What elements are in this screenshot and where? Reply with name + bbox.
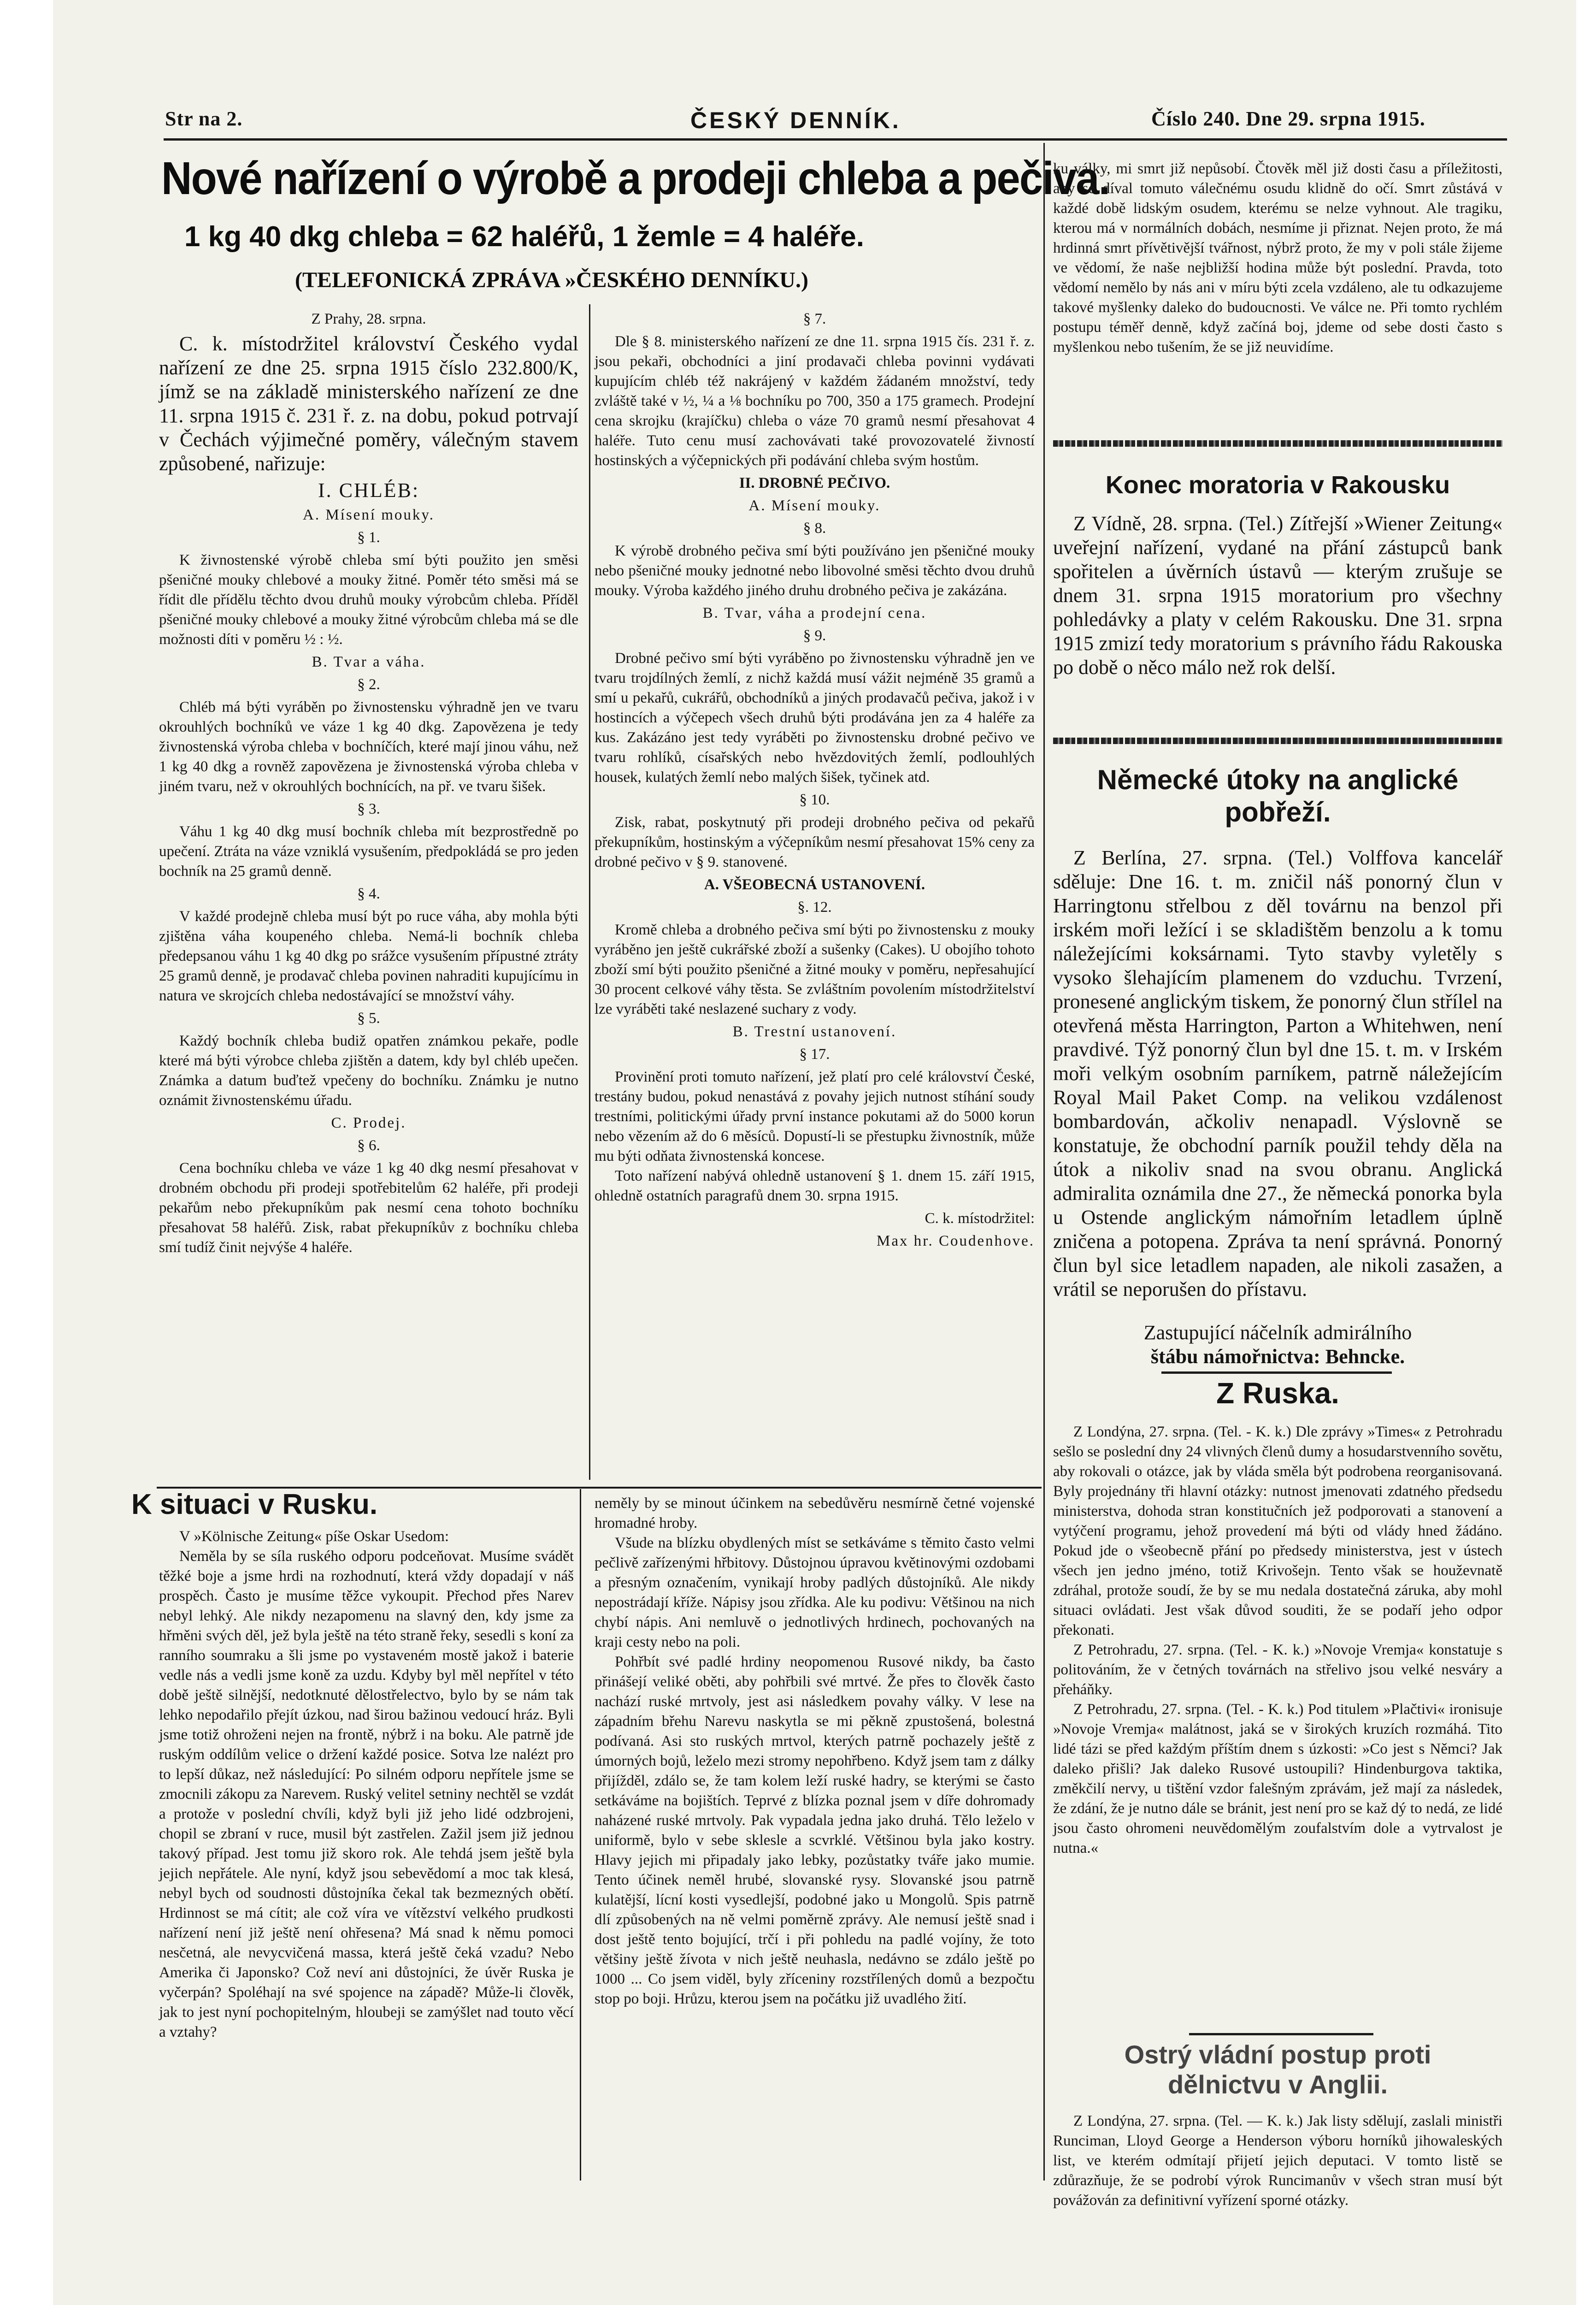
part-3-heading: A. VŠEOBECNÁ USTANOVENÍ. (704, 876, 925, 893)
paragraph-4: V každé prodejně chleba musí být po ruce váha, aby mohla býti zjištěna váha koupeného chleba. Nemá-li bochník chleba předepsanou váhu 1 kg 40 dkg po srážce vysušením přípustné ztráty 25 gramů denně, je prodavač chleba povinen nahraditi kupujícímu in natura ve skrojcích chleba nedostávající se množství váhy. (159, 908, 578, 1004)
russia-column-2 (595, 1494, 1035, 2181)
paragraph-2-heading: § 2. (357, 676, 380, 693)
wales-column (1053, 2111, 1502, 2209)
part-2-heading: II. DROBNÉ PEČIVO. (739, 475, 890, 491)
dash-divider-2 (1189, 2033, 1373, 2035)
paragraph-8-heading: § 8. (803, 520, 826, 537)
attacks-text: Z Berlína, 27. srpna. (Tel.) Volffova kancelář sděluje: Dne 16. t. m. zničil náš ponorný člun v Harringtonu střelbou z děl továrnu na benzol při irském moři ležící i se skladištěm benzolu a k tomu náležejícími koksárnami. Tyto stavby vyletěly s vysoko šlehajícím plamenem do vzduchu. Tvrzení, pronesené anglickým tiskem, že ponorný člun střílel na otevřená města Harrington, Parton a Whitehwen, není pravdivé. Týž ponorný člun byl dne 15. t. m. v Irském moři velkým osobním parníkem, patrně náležejícím Royal Mail Paket Comp. na velikou vzdálenost bombardován, ačkoliv nenapadl. Výslovně se konstatuje, že obchodní parník použil tehdy děla na útok a nikoliv snad na svou obranu. Anglická admiralita oznámila dne 27., že německá ponorka byla u Ostende anglickým námořním letadlem úplně zničena a potopena. Zpráva ta není správná. Ponorný člun byl sice letadlem napaden, ale nikoli zasažen, a vrátil se neporušen do přístavu. (1053, 846, 1502, 1300)
page-number: Str na 2. (165, 107, 243, 130)
paragraph-9: Drobné pečivo smí býti vyráběno po živnostensku výhradně jen ve tvaru trojdílných žemlí, z nichž každá musí vážit nejméně 35 gramů a smí u pekařů, cukrářů, obchodníků a jiných prodavačů pečiva, jakož i v hostincích a výčepech všech druhů býti prodávána jen za 4 haléře za kus. Zakázáno jest tedy vyráběti po živnostensku drobné pečivo ve tvaru rohlíků, císařských nebo hvězdovitých žemlí, podlouhlých housek, kulatých žemlí nebo malých šišek, tyčinek atd. (595, 650, 1035, 786)
russia-intro: V »Kölnische Zeitung« píše Oskar Usedom: (179, 1528, 449, 1545)
moratorium-column (1053, 512, 1502, 705)
ornament-divider-2 (1053, 738, 1502, 744)
part-2b-heading: B. Tvar, váha a prodejní cena. (702, 605, 927, 621)
lead-source: (TELEFONICKÁ ZPRÁVA »ČESKÉHO DENNÍKU.) (295, 268, 808, 292)
russia-paragraph-4: Pohřbít své padlé hrdiny neopomenou Rusové nikdy, ba často přinášejí veliké oběti, aby pohřbili své mrtvé. Že přes to člověk často nachází ruské mrtvoly, jest asi následkem povahy války. V lese na západním břehu Narevu naskytla se mi pěkně zpustošená, bolestná podívaná. Asi sto ruských mrtvol, kterých patrně pochazely ještě z úmorných bojů, leželo mezi stromy nepohřbeno. Když jsem tam z dálky přijížděl, zdálo se, že tam kolem leží ruské hadry, se kterými se často setkáváme na bojištích. Teprvé z blízka poznal jsem v díře dohromady naházené ruské mrtvoly. Pak vypadala jedna jako druhá. Tělo leželo v uniformě, bylo v sebe sklesle a scvrklé. Většinou byla jako kostry. Hlavy jejich mi připadaly jako lebky, pozůstatky tváře jako mumie. Tento účinek neměl hrubé, slovanské rysy. Slovanské jsou patrně kulatější, lícní kosti vysedlejší, podobné jako u Mongolů. Spis patrně dlí způsobených na ně velmi poměrně zprávy. Ale nemusí ještě snad i dost ještě tento bojující, trčí i při pohledu na padlé vojíny, že toto většiny ještě žívota v nich ještě neuhasla, nedávno se zdálo ještě po 1000 ... Co jsem viděl, byly zříceniny rozstřílených domů a bezpočtu stop po boji. Hrůzu, kterou jsem na počátku již uvadlého žití. (595, 1654, 1035, 2007)
russia-article-title: K situaci v Rusku. (131, 1489, 378, 1520)
part-1-heading: I. CHLÉB: (318, 479, 420, 502)
paragraph-5-heading: § 5. (357, 1010, 380, 1027)
paragraph-7: Dle § 8. ministerského nařízení ze dne 11. srpna 1915 čís. 231 ř. z. jsou pekaři, obchodníci a jiní prodavači chleba povinni vydávati kupujícím chléb též nakrájený v každém žádaném množství, tedy zvláště také v ½, ¼ a ⅛ bochníku po 700, 350 a 175 gramech. Prodejní cena skrojku (krajíčku) chleba o váze 70 gramů nesmí přesahovat 4 haléře. Tuto cenu musí zachovávati také provozovatelé živností hostinských a výčepnických při podávání chleba svým hostům. (595, 333, 1035, 469)
lead-headline: Nové nařízení o výrobě a prodeji chleba a pečiva. (161, 153, 1110, 204)
dash-divider-1 (1161, 1371, 1392, 1374)
wales-text: Z Londýna, 27. srpna. (Tel. — K. k.) Jak listy sdělují, zaslali ministři Runciman, Lloyd George a Henderson výboru horníků jihowaleských list, ve kterém odmítají přijetí jejich deputaci. V tomto listě se zdůrazňuje, že se podrobí výrok Runcimanův v všech stran musí být povážován za definitivní vyřízení sporné otázky. (1053, 2113, 1502, 2209)
column-rule-2 (1043, 143, 1045, 2181)
paragraph-9-heading: § 9. (803, 627, 826, 644)
russia-paragraph-3: Všude na blízku obydlených míst se setkáváme s těmito často velmi pečlivě zařízenými hřbitovy. Důstojnou úpravou květinovými ozdobami a přesným označením, vynikají hroby padlých důstojníků. Ale nikdy nepostrádají kříže. Nápisy jsou zřídka. Ale ku podivu: Většinou na nich chybí nápis. Ani nemluvě o jednotlivých hrdinech, pochovaných na kraji cesty nebo na poli. (595, 1535, 1035, 1650)
right-scan-margin (1576, 0, 1596, 2305)
lead-column-1 (159, 307, 578, 1484)
left-scan-margin (0, 0, 53, 2305)
attacks-title-line-1: Německé útoky na anglické (1097, 764, 1459, 795)
lead-subheadline: 1 kg 40 dkg chleba = 62 haléřů, 1 žemle = 4 haléře. (184, 221, 864, 253)
paragraph-1-heading: § 1. (357, 529, 380, 546)
from-russia-column (1053, 1422, 1502, 2024)
russia-paragraph-1: Neměla by se síla ruského odporu podceňovat. Musíme svádět těžké boje a jsme hrdi na rozhodnutí, která vždy dopadají v náš prospěch. Často je musíme těžce vykoupit. Přechod přes Narev nebyl lehký. Ale nikdy nezapomenu na slavný den, kdy jsme za hřměni svých děl, jež byla ještě na této straně řeky, sesedli s koní za ranního soumraku a šli jsme po vystaveném mostě jakož i baterie vedle nás a vedli jsme koně za uzdu. Kdyby byl měl nepřítel v této době ještě silnější, nedotknuté dělostřelectvo, bylo by se nám tak lehko nepodařilo přejít úzkou, nad širou bažinou vedoucí hráz. Byli jsme totiž ohroženi nejen na frontě, nýbrž i na boku. Ale patrně jde ruským oddílům velice o držení každé posice. Sotva lze nalézt pro to lepší důkaz, než následující: Po silném odporu nepřítele jsme se zmocnili zákopu za Narevem. Ruský velitel setniny nechtěl se vzdát a protože v poslední chvíli, když byli již jeho lidé odzbrojeni, chopil se zbraní v ruce, musil být zastřelen. Zažil jsem již jednou takový případ. Jest tomu již skoro rok. Ale tehdá jsem ještě byla jejich nepřátele. Ale nyní, když jsou sebevědomí a moc tak klesá, nebyl bych od soudnosti důstojníka čekal tak bezmezných obětí. Hrdinnost se má cítit; ale což víra ve vítězství velkého prudkosti nařízení není již ještě není ohřesena? Má snad k němu pomoci nesčetná, ale nevycvičená massa, která ještě čeká vzadu? Nebo Amerika či Japonsko? Což neví ani důstojníci, že úvěr Ruska je vyčerpán? Spoléhají na své spojence na západě? Může-li člověk, jak to jest nyní pochopitelným, hloubeji se zamýšlet nad touto věcí a vztahy? (159, 1548, 574, 2040)
paragraph-4-heading: § 4. (357, 886, 380, 902)
from-russia-paragraph-3: Z Petrohradu, 27. srpna. (Tel. - K. k.) Pod titulem »Plačtivi« ironisuje »Novoje Vremja« malátnost, jaká se v širokých kruzích rozmáhá. Tito lidé tázi se před každým příštím dnem s úzkosti: »Co jest s Němci? Jak daleko přišli? Jak daleko Rusové ustoupili? Hindenburgova taktika, změkčilí nervy, u tištění vzdor falešným zprávám, jež mají za následek, že zdání, že je nutno dále se bránit, jest není pro se kaž dý to nedá, ze lidé jsou často ohromeni neuvědomělým zoufalstvím dole a vytrvalost je nutna.« (1053, 1701, 1502, 1856)
lead-column-2 (595, 307, 1035, 1480)
lead-intro: C. k. místodržitel království Českého vydal nařízení ze dne 25. srpna 1915 číslo 232.800/K, jímž se na základě ministerského nařízení ze dne 11. srpna 1915 č. 231 ř. z. na dobu, pokud potrvají v Čechách výjimečné poměry, válečným stavem způsobené, nařizuje: (159, 332, 578, 475)
wales-title-line-1: Ostrý vládní postup proti (1124, 2040, 1431, 2069)
war-essay-ending (1053, 159, 1502, 431)
attacks-signature-line-2: štábu námořnictva: Behncke. (1150, 1345, 1405, 1368)
paragraph-8: K výrobě drobného pečiva smí býti používáno jen pšeničné mouky nebo pšeničné mouky jednotné nebo libovolné směsi těchto dvou druhů mouky. Výroba každého jiného druhu drobného pečiva je zakázána. (595, 543, 1035, 599)
attacks-signature (1053, 1321, 1502, 1371)
dateline: Z Prahy, 28. srpna. (311, 311, 426, 327)
ornament-divider-1 (1053, 440, 1502, 447)
wales-title-line-2: dělnictvu v Anglii. (1167, 2070, 1388, 2099)
column-rule-1 (589, 304, 590, 1480)
paragraph-12-heading: §. 12. (797, 899, 832, 916)
attacks-column (1053, 846, 1502, 1318)
paragraph-3: Váhu 1 kg 40 dkg musí bochník chleba mít bezprostředně po upečení. Ztráta na váze vzniklá vysušením, předpokládá se pro jeden bochník na 25 gramů denně. (159, 823, 578, 880)
paragraph-17-heading: § 17. (799, 1046, 830, 1063)
part-a-heading: A. Mísení mouky. (302, 507, 435, 523)
russia-paragraph-2: neměly by se minout účinkem na sebedůvěru nesmírně četné vojenské hromadné hroby. (595, 1495, 1035, 1531)
part-b-heading: B. Tvar a váha. (312, 654, 426, 670)
part-c-heading: C. Prodej. (331, 1115, 406, 1131)
paragraph-2: Chléb má býti vyráběn po živnostensku výhradně jen ve tvaru okrouhlých bochníků ve váze 1 kg 40 dkg. Zapovězena je tedy živnostenská výroba chleba v bochníčích, které mají jinou váhu, než 1 kg 40 dkg a rovněž zapovězena je živnostenská výroba chleba v jiném tvaru, než v okrouhlých bochnících, na př. ve tvaru šišek. (159, 699, 578, 795)
part-2a-heading: A. Mísení mouky. (748, 497, 881, 514)
paragraph-3-heading: § 3. (357, 801, 380, 817)
part-3b-heading: B. Trestní ustanovení. (732, 1023, 897, 1040)
signature-name: Max hr. Coudenhove. (877, 1233, 1035, 1249)
paragraph-5: Každý bochník chleba budiž opatřen známkou pekaře, podle které má býti výrobce chleba zjištěn a datem, kdy byl chléb upečen. Známka a datum buďtež vpečeny do bochníku. Známku je nutno oznámit živnostenskému úřadu. (159, 1033, 578, 1109)
masthead: ČESKÝ DENNÍK. (690, 107, 901, 133)
paragraph-18: Toto nařízení nabývá ohledně ustanovení § 1. dnem 15. září 1915, ohledně ostatních paragrafů dnem 30. srpna 1915. (595, 1168, 1035, 1204)
signature-title: C. k. místodržitel: (925, 1210, 1035, 1227)
paragraph-7-heading: § 7. (803, 311, 826, 327)
paragraph-6-heading: § 6. (357, 1137, 380, 1154)
paragraph-17: Provinění proti tomuto nařízení, jež platí pro celé království České, trestány budou, pokud nenastává z povahy jejich nutnost stíhání soudy trestními, politickými úřady první instance pokutami až do 5000 korun nebo vězením až do 6 měsíců. Dopustí-li se přestupku živnostník, může mu býti odňata živnostenská koncese. (595, 1069, 1035, 1164)
attacks-signature-line-1: Zastupující náčelník admirálního (1143, 1321, 1412, 1344)
paragraph-10-heading: § 10. (799, 792, 830, 808)
paragraph-12: Kromě chleba a drobného pečiva smí býti po živnostensku z mouky vyráběno jen ještě cukrářské zboží a sušenky (Cakes). U obojího tohoto zboží smí býti použito pšeničné a žitné mouky v poměru, nepřesahující 30 procent celkové váhy těsta. Se zvláštním povolením místodržitelství lze vyráběti také neslazené suchary z vody. (595, 922, 1035, 1017)
paragraph-6: Cena bochníku chleba ve váze 1 kg 40 dkg nesmí přesahovat v drobném obchodu při prodeji spotřebitelům 62 haléře, při prodeji pekařům nebo překupníkům pak nesmí cena tohoto bochníku přesahovat 58 haléřů. Zisk, rabat překupníkův z bochníku chleba smí tudíž činit nejvýše 4 haléře. (159, 1160, 578, 1256)
moratorium-title: Konec moratoria v Rakousku (1105, 471, 1450, 499)
header-rule (164, 138, 1507, 141)
moratorium-text: Z Vídně, 28. srpna. (Tel.) Zítřejší »Wiener Zeitung« uveřejní nařízení, vydané na přání zástupců bank spořitelen a úvěrních ústavů — kterým zrušuje se dnem 31. srpna 1915 moratorium pro všechny pohledávky a platy v celém Rakousku. Dne 31. srpna 1915 zmizí tedy moratorium s právního řádu Rakouska po době o něco málo než rok delší. (1053, 512, 1502, 679)
from-russia-title: Z Ruska. (1216, 1377, 1339, 1410)
paragraph-1: K živnostenské výrobě chleba smí býti použito jen směsi pšeničné mouky chlebové a mouky žitné. Poměr této směsi má se řídit dle přídělu těchto dvou druhů mouky výrobcům chleba. Příděl pšeničné mouky chlebové a mouky žitné výrobcům chleba má se dle možnosti díti v poměru ½ : ½. (159, 552, 578, 648)
column-rule-3 (580, 1489, 581, 2181)
attacks-title-line-2: pobřeží. (1225, 797, 1331, 827)
issue-info: Číslo 240. Dne 29. srpna 1915. (1151, 107, 1425, 130)
from-russia-paragraph-1: Z Londýna, 27. srpna. (Tel. - K. k.) Dle zprávy »Times« z Petrohradu sešlo se poslední dny 24 vlivných členů dumy a hosudarstvenního sovětu, aby rokovali o otázce, jak by vláda směla být podrobena reorganisovaná. Byly projednány tři hlavní otázky: nutnost jmenovati zdatného předsedu ministerstva, dohoda stran konstitučních jež podporovati a stanovení a vytýčení programu, jehož provedení má býti od vlády hned žádáno. Pokud jde o všeobecně přání po předsedy ministerstva, jest v ústech všech jen jedno jméno, totiž Krivošejn. Tento však se houževnatě zdráhal, protože soudí, že by se mu nedala dostatečná záruka, aby mohl situaci ovládati. Jest však důvod souditi, že se podaří jeho odpor překonati. (1053, 1424, 1502, 1638)
war-essay-text: ku války, mi smrt již nepůsobí. Čtověk měl již dosti času a příležitosti, aby se díval tomuto válečnému osudu klidně do očí. Smrt zůstává v každé době lidským osudem, kterému se nelze vyhnout. Ale tragiku, kterou má v normálních dobách, nesmíme ji přiznat. Nejen proto, že má hrdinná smrt přívětivější tvářnost, nýbrž proto, že my v poli stále žijeme ve vědomí, že naše nejbližší hodina může být poslední. Pravda, toto vědomí nemělo by nás ani v míru býti zcela vzdáleno, ale tu odkazujeme takové myšlenky daleko do budoucnosti. Ve válce ne. Při tomto rychlém postupu téměř denně, když začíná boj, jdeme od sebe dosti často s myšlenkou nebo tušením, že se již neuvidíme. (1053, 160, 1502, 355)
paragraph-10: Zisk, rabat, poskytnutý při prodeji drobného pečiva od pekařů překupníkům, hostinským a výčepníkům nesmí přesahovat 15% ceny za drobné pečivo v § 9. stanovené. (595, 814, 1035, 870)
from-russia-paragraph-2: Z Petrohradu, 27. srpna. (Tel. - K. k.) »Novoje Vremja« konstatuje s politováním, že v četných továrnách na střelivo jsou velké nesváry a přeháňky. (1053, 1642, 1502, 1698)
russia-column-1 (159, 1527, 574, 2181)
